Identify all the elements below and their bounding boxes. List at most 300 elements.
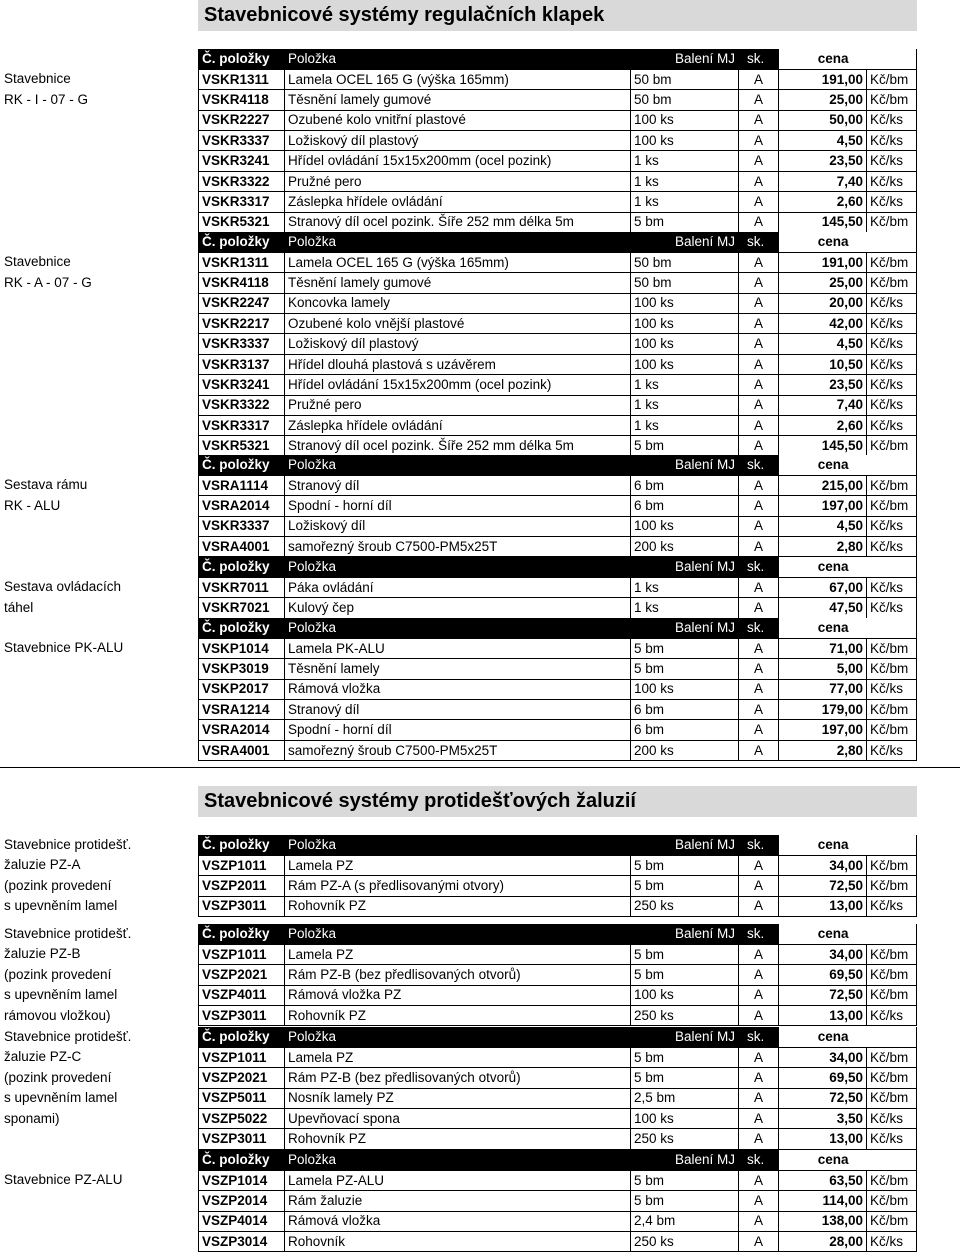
table-row	[199, 855, 917, 875]
price-table	[198, 924, 917, 1026]
header-sk: sk.	[739, 618, 779, 638]
header-price: cena	[779, 455, 867, 475]
item-name: Stranový díl	[285, 475, 631, 495]
item-name: Lamela PZ	[285, 944, 631, 964]
header-pack	[631, 1150, 739, 1170]
section-label	[4, 557, 121, 618]
item-price: 72,50	[779, 1088, 867, 1108]
section-label	[4, 924, 131, 1026]
item-unit: Kč/bm	[867, 436, 917, 456]
header-mj-label: MJ	[717, 1028, 735, 1044]
item-pack: 5 bm	[631, 876, 739, 896]
item-pack: 100 ks	[631, 1109, 739, 1129]
item-code: VSZP1011	[199, 1047, 285, 1067]
item-name: Spodní - horní díl	[285, 496, 631, 516]
item-unit: Kč/bm	[867, 1047, 917, 1067]
item-price: 215,00	[779, 475, 867, 495]
item-name: Kulový čep	[285, 598, 631, 618]
item-unit: Kč/bm	[867, 1211, 917, 1231]
item-name: Stranový díl	[285, 700, 631, 720]
item-pack: 100 ks	[631, 314, 739, 334]
table-header	[199, 1027, 917, 1047]
item-price: 69,50	[779, 1068, 867, 1088]
header-name: Položka	[285, 835, 631, 855]
header-price: cena	[779, 835, 867, 855]
item-unit: Kč/bm	[867, 212, 917, 232]
item-pack: 5 bm	[631, 638, 739, 658]
item-unit: Kč/ks	[867, 679, 917, 699]
item-unit: Kč/bm	[867, 876, 917, 896]
item-code: VSZP1014	[199, 1170, 285, 1190]
item-pack: 5 bm	[631, 1170, 739, 1190]
item-code: VSKR1311	[199, 252, 285, 272]
item-unit: Kč/ks	[867, 192, 917, 212]
item-unit: Kč/bm	[867, 1170, 917, 1190]
price-table	[198, 49, 917, 233]
item-code: VSZP5022	[199, 1109, 285, 1129]
header-code: Č. položky	[199, 49, 285, 69]
item-name: Hřídel ovládání 15x15x200mm (ocel pozink)	[285, 375, 631, 395]
item-code: VSZP2021	[199, 965, 285, 985]
table-header	[199, 618, 917, 638]
item-pack: 2,4 bm	[631, 1211, 739, 1231]
price-table	[198, 1150, 917, 1252]
table-row	[199, 496, 917, 516]
header-pack-label: Balení	[674, 925, 714, 941]
item-sk: A	[739, 475, 779, 495]
header-unit-blank	[867, 557, 917, 577]
table-row	[199, 69, 917, 89]
header-sk: sk.	[739, 1150, 779, 1170]
item-pack: 6 bm	[631, 496, 739, 516]
item-unit: Kč/bm	[867, 855, 917, 875]
item-unit: Kč/bm	[867, 90, 917, 110]
table-row	[199, 679, 917, 699]
header-name: Položka	[285, 924, 631, 944]
item-unit: Kč/bm	[867, 985, 917, 1005]
item-price: 25,00	[779, 90, 867, 110]
item-sk: A	[739, 700, 779, 720]
section-label-line: RK - I - 07 - G	[4, 91, 89, 107]
item-pack: 6 bm	[631, 475, 739, 495]
header-name: Položka	[285, 49, 631, 69]
item-name: Páka ovládání	[285, 577, 631, 597]
item-pack: 50 bm	[631, 90, 739, 110]
item-code: VSZP1011	[199, 944, 285, 964]
item-code: VSKR5321	[199, 436, 285, 456]
item-code: VSZP4011	[199, 985, 285, 1005]
section-label	[4, 1150, 123, 1191]
table-header	[199, 49, 917, 69]
item-price: 3,50	[779, 1109, 867, 1129]
item-name: Hřídel dlouhá plastová s uzávěrem	[285, 354, 631, 374]
header-code: Č. položky	[199, 1150, 285, 1170]
item-code: VSZP5011	[199, 1088, 285, 1108]
item-code: VSKR4118	[199, 90, 285, 110]
item-price: 34,00	[779, 855, 867, 875]
item-name: Rámová vložka	[285, 1211, 631, 1231]
title-zaluzie: Stavebnicové systémy protidešťových žaluzií	[198, 786, 917, 817]
item-code: VSKP1014	[199, 638, 285, 658]
item-name: Hřídel ovládání 15x15x200mm (ocel pozink)	[285, 151, 631, 171]
item-code: VSKR3322	[199, 171, 285, 191]
header-unit-blank	[867, 1027, 917, 1047]
separator-line	[0, 767, 960, 768]
item-sk: A	[739, 659, 779, 679]
item-name: Stranový díl ocel pozink. Šíře 252 mm délka 5m	[285, 212, 631, 232]
item-unit: Kč/ks	[867, 110, 917, 130]
item-price: 4,50	[779, 131, 867, 151]
item-code: VSKR7021	[199, 598, 285, 618]
item-name: Rohovník PZ	[285, 1006, 631, 1026]
table-row	[199, 944, 917, 964]
section-label	[4, 835, 131, 917]
table-row	[199, 293, 917, 313]
item-unit: Kč/bm	[867, 252, 917, 272]
table-row	[199, 334, 917, 354]
item-sk: A	[739, 1088, 779, 1108]
item-price: 50,00	[779, 110, 867, 130]
item-pack: 1 ks	[631, 151, 739, 171]
item-sk: A	[739, 638, 779, 658]
header-pack	[631, 835, 739, 855]
header-sk: sk.	[739, 924, 779, 944]
header-pack	[631, 557, 739, 577]
item-code: VSKP3019	[199, 659, 285, 679]
header-sk: sk.	[739, 1027, 779, 1047]
item-unit: Kč/bm	[867, 1088, 917, 1108]
item-sk: A	[739, 577, 779, 597]
item-price: 7,40	[779, 395, 867, 415]
item-code: VSKR3322	[199, 395, 285, 415]
item-code: VSKR3337	[199, 334, 285, 354]
item-unit: Kč/bm	[867, 659, 917, 679]
item-unit: Kč/ks	[867, 598, 917, 618]
item-unit: Kč/ks	[867, 896, 917, 916]
table-row	[199, 375, 917, 395]
item-unit: Kč/ks	[867, 314, 917, 334]
item-code: VSRA2014	[199, 720, 285, 740]
header-pack-label: Balení	[674, 836, 714, 852]
item-unit: Kč/bm	[867, 1191, 917, 1211]
item-price: 23,50	[779, 375, 867, 395]
section-label-line: s upevněním lamel	[4, 1090, 118, 1106]
table-row	[199, 740, 917, 760]
item-price: 4,50	[779, 516, 867, 536]
item-price: 63,50	[779, 1170, 867, 1190]
item-unit: Kč/bm	[867, 475, 917, 495]
item-price: 5,00	[779, 659, 867, 679]
item-sk: A	[739, 896, 779, 916]
item-code: VSKR2247	[199, 293, 285, 313]
item-sk: A	[739, 110, 779, 130]
item-pack: 100 ks	[631, 354, 739, 374]
price-table	[198, 557, 917, 619]
item-code: VSZP2021	[199, 1068, 285, 1088]
header-name: Položka	[285, 618, 631, 638]
item-sk: A	[739, 69, 779, 89]
item-code: VSZP1011	[199, 855, 285, 875]
item-code: VSKR7011	[199, 577, 285, 597]
table-row	[199, 1170, 917, 1190]
table-header	[199, 455, 917, 475]
table-row	[199, 1191, 917, 1211]
header-name: Položka	[285, 232, 631, 252]
item-sk: A	[739, 944, 779, 964]
section-label	[4, 455, 87, 516]
item-pack: 100 ks	[631, 985, 739, 1005]
item-sk: A	[739, 192, 779, 212]
item-code: VSKR1311	[199, 69, 285, 89]
item-name: Spodní - horní díl	[285, 720, 631, 740]
item-pack: 5 bm	[631, 1191, 739, 1211]
header-mj-label: MJ	[717, 836, 735, 852]
item-name: Rámová vložka PZ	[285, 985, 631, 1005]
item-unit: Kč/bm	[867, 965, 917, 985]
item-name: Rohovník PZ	[285, 1129, 631, 1149]
item-sk: A	[739, 679, 779, 699]
item-pack: 1 ks	[631, 416, 739, 436]
item-code: VSKR2217	[199, 314, 285, 334]
title-klapky: Stavebnicové systémy regulačních klapek	[198, 0, 917, 31]
item-price: 191,00	[779, 69, 867, 89]
item-price: 42,00	[779, 314, 867, 334]
item-code: VSKR3241	[199, 375, 285, 395]
item-unit: Kč/bm	[867, 1068, 917, 1088]
item-unit: Kč/ks	[867, 516, 917, 536]
table-row	[199, 1232, 917, 1252]
table-row	[199, 314, 917, 334]
item-pack: 100 ks	[631, 293, 739, 313]
item-unit: Kč/ks	[867, 354, 917, 374]
section-label-line: Stavebnice	[4, 71, 71, 87]
item-code: VSKR4118	[199, 273, 285, 293]
item-price: 25,00	[779, 273, 867, 293]
item-price: 2,80	[779, 740, 867, 760]
header-unit-blank	[867, 1150, 917, 1170]
item-name: Lamela PZ-ALU	[285, 1170, 631, 1190]
item-code: VSRA4001	[199, 537, 285, 557]
item-name: Těsnění lamely	[285, 659, 631, 679]
item-price: 28,00	[779, 1232, 867, 1252]
header-unit-blank	[867, 49, 917, 69]
header-price: cena	[779, 618, 867, 638]
item-pack: 100 ks	[631, 110, 739, 130]
header-name: Položka	[285, 1027, 631, 1047]
item-unit: Kč/ks	[867, 375, 917, 395]
header-pack	[631, 49, 739, 69]
item-name: Ložiskový díl plastový	[285, 131, 631, 151]
header-unit-blank	[867, 835, 917, 855]
item-name: Ozubené kolo vnitřní plastové	[285, 110, 631, 130]
item-pack: 5 bm	[631, 1068, 739, 1088]
item-pack: 1 ks	[631, 192, 739, 212]
item-sk: A	[739, 171, 779, 191]
item-name: Stranový díl ocel pozink. Šíře 252 mm délka 5m	[285, 436, 631, 456]
table-header	[199, 835, 917, 855]
header-pack-label: Balení	[674, 619, 714, 635]
header-price: cena	[779, 1027, 867, 1047]
header-pack-label: Balení	[674, 456, 714, 472]
item-sk: A	[739, 1068, 779, 1088]
item-unit: Kč/ks	[867, 416, 917, 436]
item-code: VSKR3337	[199, 516, 285, 536]
item-name: Těsnění lamely gumové	[285, 273, 631, 293]
price-table	[198, 835, 917, 917]
item-code: VSZP3011	[199, 1006, 285, 1026]
header-pack	[631, 618, 739, 638]
table-row	[199, 475, 917, 495]
header-pack-label: Balení	[674, 1151, 714, 1167]
table-row	[199, 638, 917, 658]
item-pack: 200 ks	[631, 740, 739, 760]
header-code: Č. položky	[199, 924, 285, 944]
table-row	[199, 896, 917, 916]
section-label-line: (pozink provedení	[4, 966, 112, 982]
header-pack-label: Balení	[674, 50, 714, 66]
item-pack: 2,5 bm	[631, 1088, 739, 1108]
header-price: cena	[779, 1150, 867, 1170]
item-name: Lamela PZ	[285, 1047, 631, 1067]
item-pack: 200 ks	[631, 537, 739, 557]
header-code: Č. položky	[199, 232, 285, 252]
table-row	[199, 537, 917, 557]
header-mj-label: MJ	[717, 925, 735, 941]
item-sk: A	[739, 740, 779, 760]
header-price: cena	[779, 557, 867, 577]
header-sk: sk.	[739, 835, 779, 855]
item-sk: A	[739, 1006, 779, 1026]
item-price: 145,50	[779, 436, 867, 456]
item-sk: A	[739, 1170, 779, 1190]
item-pack: 6 bm	[631, 720, 739, 740]
item-name: Ložiskový díl plastový	[285, 334, 631, 354]
header-pack	[631, 1027, 739, 1047]
item-sk: A	[739, 90, 779, 110]
item-sk: A	[739, 354, 779, 374]
table-row	[199, 110, 917, 130]
item-price: 71,00	[779, 638, 867, 658]
header-code: Č. položky	[199, 835, 285, 855]
item-sk: A	[739, 1047, 779, 1067]
header-name: Položka	[285, 455, 631, 475]
item-sk: A	[739, 985, 779, 1005]
item-code: VSZP3014	[199, 1232, 285, 1252]
item-price: 2,60	[779, 416, 867, 436]
item-pack: 5 bm	[631, 965, 739, 985]
table-row	[199, 1109, 917, 1129]
section-label-line: Stavebnice	[4, 254, 71, 270]
item-unit: Kč/ks	[867, 1232, 917, 1252]
item-pack: 100 ks	[631, 679, 739, 699]
item-unit: Kč/bm	[867, 69, 917, 89]
item-sk: A	[739, 1191, 779, 1211]
table-row	[199, 720, 917, 740]
item-pack: 100 ks	[631, 516, 739, 536]
item-price: 34,00	[779, 1047, 867, 1067]
item-price: 13,00	[779, 1129, 867, 1149]
table-header	[199, 232, 917, 252]
item-unit: Kč/ks	[867, 151, 917, 171]
item-code: VSKR3241	[199, 151, 285, 171]
item-sk: A	[739, 334, 779, 354]
header-code: Č. položky	[199, 557, 285, 577]
table-row	[199, 212, 917, 232]
item-pack: 100 ks	[631, 131, 739, 151]
item-price: 67,00	[779, 577, 867, 597]
item-sk: A	[739, 965, 779, 985]
item-code: VSZP3011	[199, 896, 285, 916]
table-row	[199, 659, 917, 679]
item-pack: 1 ks	[631, 395, 739, 415]
section-label	[4, 49, 88, 110]
item-unit: Kč/bm	[867, 638, 917, 658]
item-name: Rámová vložka	[285, 679, 631, 699]
item-name: Ložiskový díl	[285, 516, 631, 536]
item-name: Záslepka hřídele ovládání	[285, 192, 631, 212]
item-pack: 50 bm	[631, 252, 739, 272]
item-pack: 5 bm	[631, 855, 739, 875]
header-pack	[631, 232, 739, 252]
section-label-line: Stavebnice PK-ALU	[4, 640, 124, 656]
item-sk: A	[739, 516, 779, 536]
item-name: Rám PZ-B (bez předlisovaných otvorů)	[285, 965, 631, 985]
table-row	[199, 151, 917, 171]
item-price: 197,00	[779, 496, 867, 516]
item-price: 23,50	[779, 151, 867, 171]
table-row	[199, 1047, 917, 1067]
header-price: cena	[779, 232, 867, 252]
item-unit: Kč/bm	[867, 496, 917, 516]
item-price: 138,00	[779, 1211, 867, 1231]
item-name: Lamela OCEL 165 G (výška 165mm)	[285, 69, 631, 89]
item-pack: 250 ks	[631, 1129, 739, 1149]
item-price: 7,40	[779, 171, 867, 191]
item-name: Lamela PK-ALU	[285, 638, 631, 658]
section-label-line: žaluzie PZ-A	[4, 857, 81, 873]
header-unit-blank	[867, 455, 917, 475]
item-sk: A	[739, 131, 779, 151]
header-mj-label: MJ	[717, 558, 735, 574]
item-sk: A	[739, 1129, 779, 1149]
item-unit: Kč/ks	[867, 395, 917, 415]
item-unit: Kč/ks	[867, 740, 917, 760]
item-price: 191,00	[779, 252, 867, 272]
price-table	[198, 618, 917, 761]
item-name: Ozubené kolo vnější plastové	[285, 314, 631, 334]
header-unit-blank	[867, 618, 917, 638]
item-unit: Kč/ks	[867, 1109, 917, 1129]
item-price: 2,80	[779, 537, 867, 557]
item-sk: A	[739, 273, 779, 293]
section-label-line: (pozink provedení	[4, 1069, 112, 1085]
table-row	[199, 1211, 917, 1231]
table-row	[199, 252, 917, 272]
item-price: 145,50	[779, 212, 867, 232]
header-name: Položka	[285, 557, 631, 577]
item-name: Koncovka lamely	[285, 293, 631, 313]
item-sk: A	[739, 1109, 779, 1129]
item-pack: 50 bm	[631, 273, 739, 293]
item-unit: Kč/ks	[867, 1129, 917, 1149]
item-code: VSRA1214	[199, 700, 285, 720]
header-code: Č. položky	[199, 1027, 285, 1047]
header-mj-label: MJ	[717, 456, 735, 472]
item-code: VSZP4014	[199, 1211, 285, 1231]
item-price: 13,00	[779, 1006, 867, 1026]
item-sk: A	[739, 375, 779, 395]
item-price: 114,00	[779, 1191, 867, 1211]
